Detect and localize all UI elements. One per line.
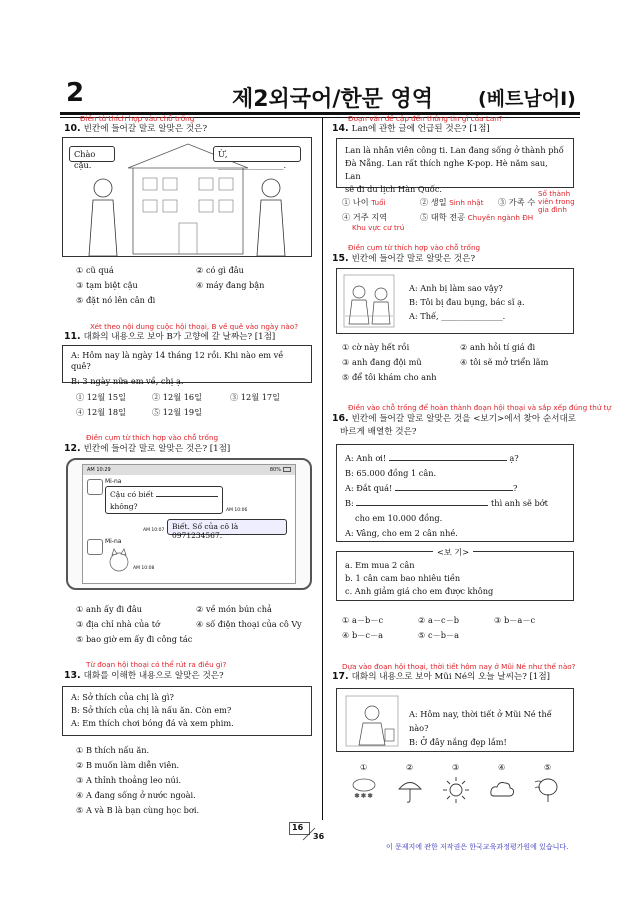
q13-option-5[interactable]: ⑤ A và B là bạn cùng học bơi. bbox=[76, 805, 200, 815]
page-total: 36 bbox=[313, 832, 325, 841]
q10-note: Điền từ thích hợp vào chỗ trống bbox=[80, 114, 195, 123]
q14-number: 14. bbox=[332, 123, 349, 134]
q14-option-2-label: ② 생일 bbox=[420, 197, 447, 207]
time-2: AM 10:07 bbox=[143, 528, 165, 533]
avatar-mina bbox=[87, 479, 103, 495]
sender-name-2: Mi-na bbox=[105, 538, 122, 545]
q14-option-4[interactable]: ④ 거주 지역 bbox=[342, 212, 388, 222]
sun-icon bbox=[442, 776, 470, 804]
q16-line-5: A: Vâng, cho em 2 cân nhé. bbox=[345, 528, 458, 538]
q15-line-2: B: Tôi bị đau bụng, bác sĩ ạ. bbox=[409, 297, 525, 307]
q14-option-5-note: Chuyên ngành ĐH bbox=[467, 213, 534, 222]
q13-line-1: A: Sở thích của chị là gì? bbox=[71, 692, 174, 702]
q13-note: Từ đoạn hội thoại có thể rút ra điều gì? bbox=[86, 660, 227, 669]
q16-example-b: b. 1 cân cam bao nhiêu tiền bbox=[345, 573, 461, 583]
clinic-scene-image bbox=[343, 274, 395, 328]
q15-prompt bbox=[332, 253, 475, 265]
q15-option-2[interactable]: ② anh hỏi tí giá đi bbox=[460, 342, 536, 352]
q17-line-2: B: Ở đây nắng đẹp lắm! bbox=[409, 737, 507, 747]
q14-option-2-note: Sinh nhật bbox=[449, 198, 484, 207]
q14-option-2[interactable] bbox=[420, 197, 484, 208]
q17-prompt bbox=[332, 671, 550, 683]
q14-passage-line-3: sẽ đi du lịch Hàn Quốc. bbox=[345, 184, 443, 194]
q16-text-1: 빈칸에 들어갈 말로 알맞은 것을 <보기>에서 찾아 순서대로 bbox=[351, 414, 577, 424]
q14-option-1-label: ① 나이 bbox=[342, 197, 369, 207]
windy-tree-icon bbox=[534, 776, 562, 804]
q16-option-4[interactable]: ④ b－c－a bbox=[342, 630, 384, 640]
q16-line-3-b: ? bbox=[512, 483, 518, 493]
q15-text: 빈칸에 들어갈 말로 알맞은 것은? bbox=[351, 254, 476, 264]
q15-line-3: A: Thế, _______________. bbox=[409, 311, 506, 321]
q10-option-3[interactable]: ③ tạm biệt cậu bbox=[76, 280, 138, 290]
rain-umbrella-icon bbox=[396, 776, 424, 804]
q16-option-3[interactable]: ③ b－a－c bbox=[494, 615, 536, 625]
q10-prompt bbox=[64, 123, 207, 135]
battery-icon bbox=[283, 467, 291, 472]
q12-note: Điền cụm từ thích hợp vào chỗ trống bbox=[86, 433, 219, 442]
q13-option-2[interactable]: ② B muốn làm diễn viên. bbox=[76, 760, 180, 770]
q17-lines bbox=[409, 707, 573, 749]
q10-text: 빈칸에 들어갈 말로 알맞은 것은? bbox=[83, 124, 208, 134]
q16-line-3 bbox=[345, 481, 565, 496]
time-3: AM 10:08 bbox=[133, 566, 155, 571]
q17-option-2[interactable]: ② bbox=[406, 762, 414, 772]
avatar-mina-2 bbox=[87, 539, 103, 555]
q14-note: Đoạn văn đề cập đến thông tin gì của Lan? bbox=[348, 114, 503, 123]
q11-prompt bbox=[64, 331, 275, 343]
q14-passage-line-2: Đà Nẵng. Lan rất thích nghe K-pop. Hè năm sau, Lan bbox=[345, 158, 548, 181]
svg-text:* * *: * * * bbox=[355, 793, 373, 802]
q13-text: 대화를 이해한 내용으로 알맞은 것은? bbox=[83, 671, 224, 681]
q16-line-1 bbox=[345, 451, 565, 466]
copyright-footer: 이 문제지에 관한 저작권은 한국교육과정평가원에 있습니다. bbox=[386, 843, 569, 851]
travel-scene-image bbox=[345, 695, 399, 747]
q13-dialog bbox=[62, 686, 312, 736]
status-bar bbox=[83, 465, 295, 475]
q12-option-4[interactable]: ④ số điện thoại của cô Vy bbox=[196, 619, 302, 629]
q17-option-5[interactable]: ⑤ bbox=[544, 762, 552, 772]
q14-option-4-note: Khu vực cư trú bbox=[352, 223, 405, 232]
q15-note: Điền cụm từ thích hợp vào chỗ trống bbox=[348, 243, 481, 252]
q11-option-4[interactable]: ④ 12월 18일 bbox=[76, 407, 127, 417]
q11-option-5[interactable]: ⑤ 12월 19일 bbox=[152, 407, 203, 417]
sender-name-1: Mi-na bbox=[105, 478, 122, 485]
q12-blank bbox=[156, 496, 218, 497]
q12-option-2[interactable]: ② về món bún chả bbox=[196, 604, 272, 614]
message-2: Biết. Số của cô là 0971234567. bbox=[167, 519, 287, 535]
q15-option-3[interactable]: ③ anh đang đội mũ bbox=[342, 357, 422, 367]
q13-number: 13. bbox=[64, 670, 81, 681]
q12-text: 빈칸에 들어갈 말로 알맞은 것은? [1점] bbox=[83, 444, 231, 454]
q17-number: 17. bbox=[332, 671, 349, 682]
q16-example-title: <보 기> bbox=[433, 546, 473, 559]
q16-number: 16. bbox=[332, 413, 349, 424]
q16-prompt bbox=[332, 413, 576, 425]
q11-option-1[interactable]: ① 12월 15일 bbox=[76, 392, 127, 402]
q14-text: Lan에 관한 글에 언급된 것은? [1점] bbox=[351, 124, 490, 134]
q16-option-1[interactable]: ① a－b－c bbox=[342, 615, 384, 625]
q16-dialog bbox=[336, 444, 574, 542]
q16-text-2: 바르게 배열한 것은? bbox=[340, 427, 417, 437]
q12-option-5[interactable]: ⑤ bao giờ em ấy đi công tác bbox=[76, 634, 193, 644]
q17-text: 대화의 내용으로 보아 Mũi Né의 오늘 날씨는? [1점] bbox=[351, 672, 551, 682]
q16-option-2[interactable]: ② a－c－b bbox=[418, 615, 460, 625]
q16-blank-1 bbox=[389, 460, 507, 461]
q14-prompt bbox=[332, 123, 490, 135]
message-1-line-a: Cậu có biết bbox=[110, 490, 154, 499]
cloud-icon bbox=[488, 776, 516, 804]
q11-note: Xét theo nội dung cuộc hội thoại, B về quê vào ngày nào? bbox=[90, 322, 299, 331]
page-current: 16 bbox=[292, 823, 304, 832]
column-divider bbox=[322, 118, 323, 820]
q15-option-1[interactable]: ① cờ này hết rồi bbox=[342, 342, 410, 352]
q16-line-2: B: 65.000 đồng 1 cân. bbox=[345, 468, 437, 478]
q11-line-b: B: 3 ngày nữa em về, chị ạ. bbox=[71, 376, 184, 386]
q11-line-a: A: Hôm nay là ngày 14 tháng 12 rồi. Khi nào em về quê? bbox=[71, 350, 284, 371]
q11-option-2[interactable]: ② 12월 16일 bbox=[152, 392, 203, 402]
q16-option-5[interactable]: ⑤ c－b－a bbox=[418, 630, 460, 640]
q14-passage-line-1: Lan là nhân viên công ti. Lan đang sống ở thành phố bbox=[345, 145, 564, 155]
q11-text: 대화의 내용으로 보아 B가 고향에 갈 날짜는? [1점] bbox=[83, 332, 276, 342]
q11-dialog bbox=[62, 345, 312, 386]
q16-example-box bbox=[336, 547, 574, 601]
q15-option-4[interactable]: ④ tôi sẽ mở triển lãm bbox=[460, 357, 549, 367]
phone-screen bbox=[82, 464, 296, 584]
q12-option-3[interactable]: ③ địa chỉ nhà của tớ bbox=[76, 619, 160, 629]
q10-option-2[interactable]: ② có gì đâu bbox=[196, 265, 244, 275]
q12-prompt bbox=[64, 443, 230, 455]
status-time: AM 10:29 bbox=[87, 467, 111, 473]
q13-option-1[interactable]: ① B thích nấu ăn. bbox=[76, 745, 150, 755]
snow-icon bbox=[350, 776, 378, 804]
q16-line-4-a: B: bbox=[345, 498, 354, 508]
message-1 bbox=[105, 486, 223, 514]
q14-option-5[interactable] bbox=[420, 212, 533, 223]
q16-example-a: a. Em mua 2 cân bbox=[345, 560, 415, 570]
q17-option-4[interactable]: ④ bbox=[498, 762, 506, 772]
q15-number: 15. bbox=[332, 253, 349, 264]
q16-blank-3 bbox=[356, 505, 488, 506]
q13-option-3[interactable]: ③ A thỉnh thoảng leo núi. bbox=[76, 775, 182, 785]
q17-dialog-box bbox=[336, 688, 574, 752]
q16-example-c: c. Anh giảm giá cho em được không bbox=[345, 586, 494, 596]
battery-level: 80% bbox=[269, 467, 281, 473]
q12-number: 12. bbox=[64, 443, 81, 454]
q17-option-3[interactable]: ③ bbox=[452, 762, 460, 772]
q10-option-4[interactable]: ④ máy đang bận bbox=[196, 280, 265, 290]
q16-note: Điền vào chỗ trống để hoàn thành đoạn hội thoại và sắp xếp đúng thứ tự bbox=[348, 403, 612, 412]
q11-option-3[interactable]: ③ 12월 17일 bbox=[230, 392, 281, 402]
exam-title: 제2외국어/한문 영역 bbox=[232, 87, 434, 112]
message-1-line-b: không? bbox=[110, 502, 138, 511]
q10-bubble-left: Chào cậu. bbox=[69, 146, 115, 162]
q13-option-4[interactable]: ④ A đang sống ở nước ngoài. bbox=[76, 790, 196, 800]
cat-sticker bbox=[107, 547, 131, 573]
q13-line-3: A: Em thích chơi bóng đá và xem phim. bbox=[71, 718, 234, 728]
q17-note: Dựa vào đoạn hội thoại, thời tiết hôm nay ở Mũi Né như thế nào? bbox=[342, 662, 576, 671]
q16-line-4 bbox=[345, 496, 565, 511]
q15-line-1: A: Anh bị làm sao vậy? bbox=[409, 283, 503, 293]
q15-option-5[interactable]: ⑤ để tôi khám cho anh bbox=[342, 372, 437, 382]
q16-line-3-a: A: Đắt quá! bbox=[345, 483, 393, 493]
exam-subject: (베트남어Ⅰ) bbox=[478, 88, 576, 110]
q14-option-5-label: ⑤ 대학 전공 bbox=[420, 212, 466, 222]
q16-line-1-a: A: Anh ơi! bbox=[345, 453, 387, 463]
q14-option-3-note: Số thành viên trong gia đình bbox=[538, 189, 575, 214]
q14-option-1[interactable] bbox=[342, 197, 385, 208]
q14-option-3[interactable]: ③ 가족 수 bbox=[498, 197, 536, 207]
q16-line-4-b: thì anh sẽ bớt bbox=[491, 498, 548, 508]
q15-lines bbox=[409, 281, 525, 323]
q10-illustration bbox=[62, 137, 312, 257]
q10-option-1[interactable]: ① cũ quá bbox=[76, 265, 114, 275]
q16-blank-2 bbox=[395, 490, 513, 491]
q11-number: 11. bbox=[64, 331, 81, 342]
q10-bubble-right: Ừ, ________________. bbox=[213, 146, 301, 162]
q14-passage bbox=[336, 138, 574, 194]
q16-line-4-c: cho em 10.000 đồng. bbox=[355, 513, 443, 523]
q17-line-1: A: Hôm nay, thời tiết ở Mũi Né thế nào? bbox=[409, 709, 552, 733]
q10-option-5[interactable]: ⑤ đặt nó lên cân đi bbox=[76, 295, 156, 305]
q17-option-1[interactable]: ① bbox=[360, 762, 368, 772]
q12-option-1[interactable]: ① anh ấy đi đâu bbox=[76, 604, 143, 614]
q10-number: 10. bbox=[64, 123, 81, 134]
q16-line-1-b: ạ? bbox=[509, 453, 519, 463]
phone-mockup bbox=[66, 458, 312, 590]
q14-option-1-note: Tuổi bbox=[371, 198, 386, 207]
q13-prompt bbox=[64, 670, 224, 682]
q15-dialog-box bbox=[336, 268, 574, 334]
q13-line-2: B: Sở thích của chị là nấu ăn. Còn em? bbox=[71, 705, 232, 715]
section-number: 2 bbox=[66, 78, 85, 108]
time-1: AM 10:06 bbox=[226, 508, 248, 513]
